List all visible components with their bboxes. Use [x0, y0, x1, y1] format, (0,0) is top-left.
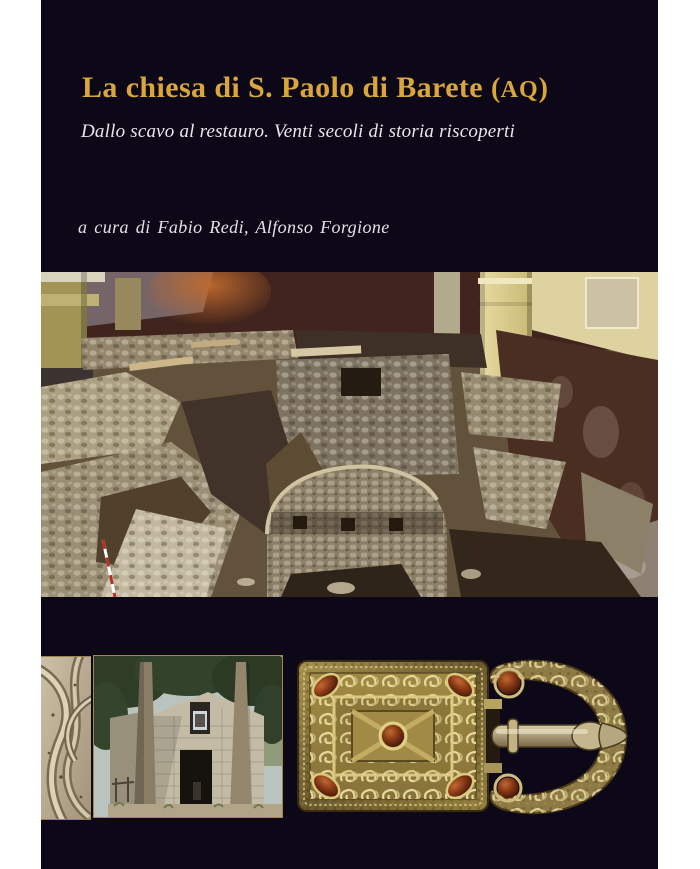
book-subtitle: Dallo scavo al restauro. Venti secoli di storia riscoperti — [81, 121, 515, 142]
book-title-paren-close: ) — [538, 73, 549, 104]
belt-buckle-illustration — [296, 653, 629, 821]
church-facade-photo — [93, 655, 283, 818]
book-title-text: La chiesa di S. Paolo di Barete — [82, 71, 491, 104]
main-excavation-photo — [41, 272, 658, 597]
excavation-illustration — [41, 272, 658, 597]
book-cover — [41, 0, 658, 869]
book-title-paren-open: ( — [490, 73, 501, 104]
book-title — [82, 71, 642, 105]
book-title-province: AQ — [500, 77, 539, 103]
church-facade-illustration — [94, 656, 282, 817]
stone-fragment-illustration — [41, 657, 91, 819]
book-editors: a cura di Fabio Redi, Alfonso Forgione — [78, 217, 390, 237]
stone-fragment-photo — [41, 656, 91, 820]
belt-buckle-photo — [296, 653, 629, 821]
